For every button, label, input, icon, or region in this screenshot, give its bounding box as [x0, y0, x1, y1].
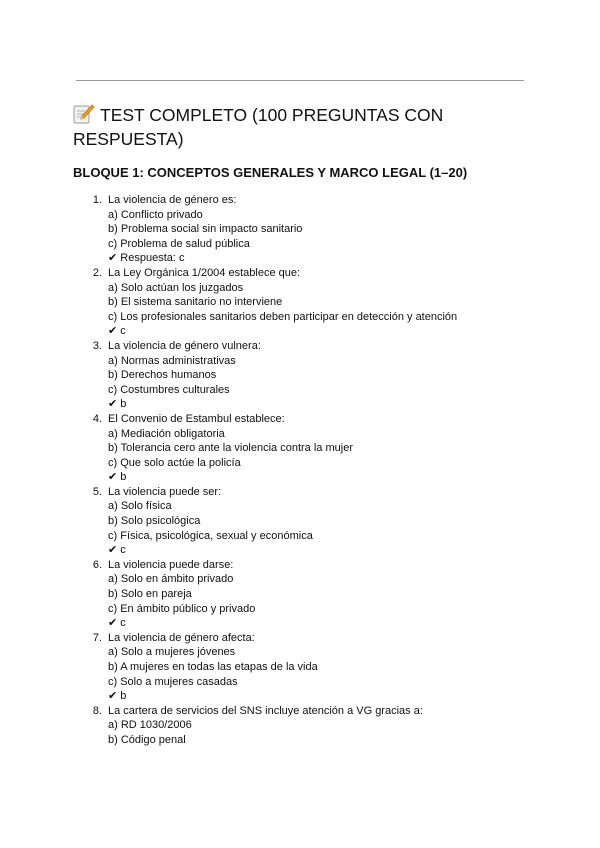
- checkmark-icon: ✔: [108, 398, 118, 411]
- answer-option: b) Código penal: [108, 733, 186, 746]
- question-number: 2.: [92, 266, 102, 279]
- answer-option: a) Solo física: [108, 500, 172, 513]
- correct-answer: [108, 543, 524, 558]
- question-text: La violencia puede darse:: [108, 558, 234, 571]
- answer-option: b) Tolerancia cero ante la violencia contra la mujer: [108, 442, 353, 455]
- correct-answer-text: Respuesta: c: [120, 252, 185, 265]
- answer-option: c) Física, psicológica, sexual y económica: [108, 529, 313, 542]
- correct-answer-text: b: [120, 690, 127, 703]
- correct-answer-text: c: [120, 544, 126, 557]
- question-item: [84, 193, 524, 266]
- correct-answer-text: c: [120, 617, 126, 630]
- answer-option: c) Costumbres culturales: [108, 383, 230, 396]
- answer-option: b) El sistema sanitario no interviene: [108, 296, 283, 309]
- question-number: 6.: [92, 558, 102, 571]
- question-text: La cartera de servicios del SNS incluye atención a VG gracias a:: [108, 704, 423, 717]
- document-title-text: TEST COMPLETO (100 PREGUNTAS CON RESPUESTA): [73, 105, 444, 149]
- question-text: La Ley Orgánica 1/2004 establece que:: [108, 266, 301, 279]
- answer-option: c) Los profesionales sanitarios deben participar en detección y atención: [108, 310, 458, 323]
- answer-option: a) Conflicto privado: [108, 208, 203, 221]
- question-number: 7.: [92, 631, 102, 644]
- block-heading: BLOQUE 1: CONCEPTOS GENERALES Y MARCO LEGAL (1–20): [73, 165, 468, 180]
- answer-option: c) En ámbito público y privado: [108, 602, 256, 615]
- question-item: [84, 704, 524, 748]
- answer-option: a) RD 1030/2006: [108, 719, 192, 732]
- answer-option: a) Mediación obligatoria: [108, 427, 225, 440]
- correct-answer: [108, 470, 524, 485]
- checkmark-icon: ✔: [108, 617, 118, 630]
- checkmark-icon: ✔: [108, 325, 118, 338]
- question-item: [84, 485, 524, 558]
- correct-answer-text: b: [120, 398, 127, 411]
- question-list: [84, 193, 524, 748]
- document-title: [73, 103, 513, 151]
- answer-option: b) Derechos humanos: [108, 369, 217, 382]
- answer-option: b) Problema social sin impacto sanitario: [108, 223, 303, 236]
- question-number: 3.: [92, 339, 102, 352]
- checkmark-icon: ✔: [108, 690, 118, 703]
- question-text: La violencia de género es:: [108, 194, 237, 206]
- question-item: [84, 339, 524, 412]
- question-text: La violencia de género vulnera:: [108, 339, 261, 352]
- answer-option: a) Normas administrativas: [108, 354, 236, 367]
- question-text: La violencia puede ser:: [108, 485, 222, 498]
- question-item: [84, 412, 524, 485]
- checkmark-icon: ✔: [108, 471, 118, 484]
- question-text: El Convenio de Estambul establece:: [108, 412, 285, 425]
- correct-answer-text: c: [120, 325, 126, 338]
- question-number: 4.: [92, 412, 102, 425]
- answer-option: b) A mujeres en todas las etapas de la vida: [108, 661, 318, 673]
- horizontal-divider: [76, 80, 524, 81]
- answer-option: b) Solo en pareja: [108, 588, 192, 601]
- correct-answer: [108, 397, 524, 412]
- question-item: [84, 266, 524, 339]
- correct-answer: [108, 689, 524, 704]
- question-item: [84, 558, 524, 631]
- checkmark-icon: ✔: [108, 544, 118, 557]
- answer-option: c) Problema de salud pública: [108, 237, 250, 250]
- answer-option: c) Que solo actúe la policía: [108, 456, 241, 469]
- answer-option: b) Solo psicológica: [108, 515, 201, 528]
- answer-option: a) Solo actúan los juzgados: [108, 281, 244, 294]
- question-number: 5.: [92, 485, 102, 498]
- answer-option: a) Solo en ámbito privado: [108, 573, 234, 586]
- answer-option: c) Solo a mujeres casadas: [108, 675, 238, 688]
- correct-answer: [108, 251, 524, 266]
- question-text: La violencia de género afecta:: [108, 631, 255, 644]
- memo-pencil-icon: [73, 104, 95, 124]
- correct-answer: [108, 616, 524, 631]
- answer-option: a) Solo a mujeres jóvenes: [108, 646, 236, 659]
- checkmark-icon: ✔: [108, 252, 118, 265]
- question-item: [84, 631, 524, 704]
- correct-answer: [108, 324, 524, 339]
- question-number: 1.: [92, 194, 102, 206]
- question-number: 8.: [92, 704, 102, 717]
- correct-answer-text: b: [120, 471, 127, 484]
